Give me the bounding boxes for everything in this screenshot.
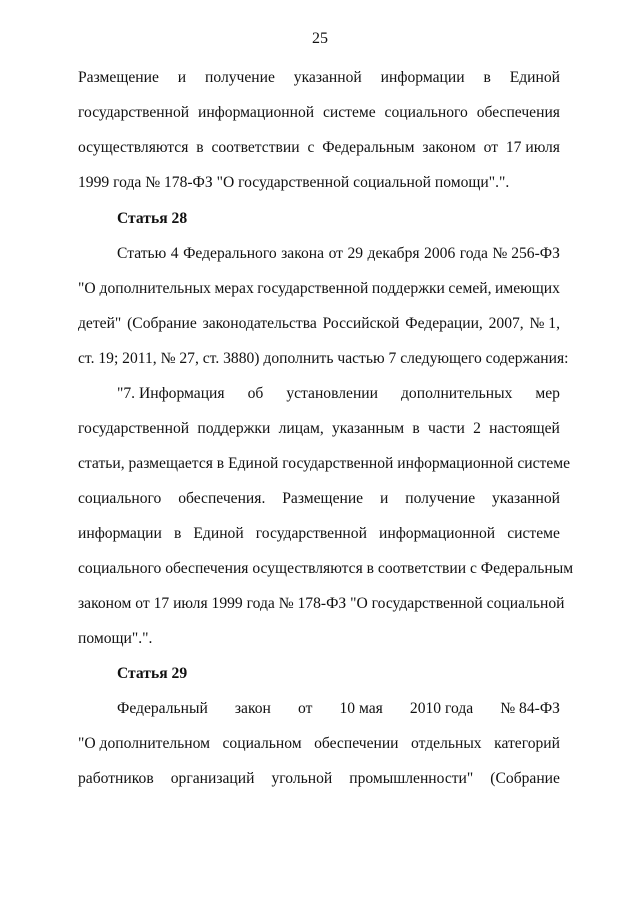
word: информационной [379, 525, 496, 542]
word: и [379, 490, 389, 507]
word: в [196, 139, 204, 156]
paragraph-line [117, 244, 560, 264]
word: Единой [509, 69, 560, 86]
word: дополнительных [401, 385, 513, 402]
word: Федерации, [405, 315, 483, 332]
word: 2007, [488, 315, 524, 332]
paragraph-line: социального обеспечения осуществляются в соответствии с Федеральным [78, 560, 574, 577]
word: Федерального [183, 245, 277, 262]
word: № 84-ФЗ [500, 700, 560, 717]
article-heading: Статья 28 [117, 210, 188, 227]
word: лицам, [278, 420, 324, 437]
paragraph-line [78, 524, 560, 544]
word: получение [205, 69, 275, 86]
word: поддержки [197, 420, 271, 437]
word: обеспечения [476, 104, 560, 121]
word: 2 [473, 420, 481, 437]
word: 17 июля [505, 139, 560, 156]
article-heading: Статья 29 [117, 665, 188, 682]
paragraph-line [78, 489, 560, 509]
word: законодательства [202, 315, 317, 332]
word: (Собрание [490, 770, 560, 787]
word: 2006 [424, 245, 456, 262]
word: категорий [494, 735, 560, 752]
word: промышленности" [349, 770, 474, 787]
word: 10 мая [339, 700, 383, 717]
word: закон [234, 700, 271, 717]
word: работников [78, 770, 154, 787]
word: в [412, 420, 420, 437]
word: указанным [332, 420, 405, 437]
paragraph-line [78, 279, 560, 299]
word: (Собрание [127, 315, 197, 332]
word: социальном [222, 735, 302, 752]
word: настоящей [489, 420, 560, 437]
word: угольной [271, 770, 333, 787]
word: 4 [170, 245, 179, 262]
word: об [247, 385, 264, 402]
word: и [177, 69, 187, 86]
paragraph-line [117, 699, 560, 719]
word: государственной [78, 420, 190, 437]
word: № 1, [529, 315, 560, 332]
word: от [483, 139, 499, 156]
word: осуществляются [78, 139, 189, 156]
paragraph-line [78, 314, 560, 334]
paragraph-line: 1999 года № 178-ФЗ "О государственной социальной помощи".". [78, 174, 510, 191]
word: государственной [255, 525, 367, 542]
word: информационной [197, 104, 315, 121]
word: 2010 года [409, 700, 474, 717]
paragraph-line: ст. 19; 2011, № 27, ст. 3880) дополнить частью 7 следующего содержания: [78, 350, 569, 367]
word: "7. Информация [117, 385, 225, 402]
word: установлении [286, 385, 378, 402]
word: законом [422, 139, 476, 156]
word: указанной [491, 490, 560, 507]
word: от [328, 245, 343, 262]
word: имеющих [495, 280, 560, 297]
word: социального [78, 490, 162, 507]
word: в [483, 69, 491, 86]
word: Единой [193, 525, 244, 542]
paragraph-line [117, 384, 560, 404]
word: отдельных [411, 735, 482, 752]
word: информации [78, 525, 162, 542]
word: "О дополнительных [78, 280, 211, 297]
paragraph-line [78, 769, 560, 789]
word: соответствии [211, 139, 300, 156]
word: обеспечении [314, 735, 399, 752]
word: года [459, 245, 488, 262]
word: указанной [293, 69, 362, 86]
word: мер [535, 385, 560, 402]
word: 29 [347, 245, 364, 262]
paragraph-line [78, 734, 560, 754]
word: мерах [214, 280, 254, 297]
word: организаций [170, 770, 255, 787]
word: "О дополнительном [78, 735, 211, 752]
word: № 256-ФЗ [492, 245, 560, 262]
word: государственной [257, 280, 369, 297]
paragraph-line [78, 419, 560, 439]
word: информации [380, 69, 465, 86]
word: Статью [117, 245, 167, 262]
word: детей" [78, 315, 122, 332]
page-number: 25 [312, 30, 328, 47]
word: семей, [448, 280, 492, 297]
paragraph-line: помощи".". [78, 630, 153, 647]
paragraph-line [78, 103, 560, 123]
word: государственной [78, 104, 190, 121]
word: Федеральный [117, 700, 208, 717]
word: Федеральным [322, 139, 415, 156]
word: в [173, 525, 182, 542]
word: системе [507, 525, 560, 542]
word: декабря [367, 245, 420, 262]
paragraph-line [78, 68, 560, 88]
word: Размещение [78, 69, 159, 86]
word: закона [281, 245, 325, 262]
word: социального [384, 104, 468, 121]
word: обеспечения. [178, 490, 266, 507]
word: Российской [322, 315, 400, 332]
word: от [297, 700, 313, 717]
word: системе [322, 104, 376, 121]
word: получение [405, 490, 476, 507]
paragraph-line [78, 138, 560, 158]
paragraph-line: законом от 17 июля 1999 года № 178-ФЗ "О государственной социальной [78, 595, 565, 612]
word: с [307, 139, 315, 156]
word: части [428, 420, 465, 437]
word: поддержки [371, 280, 445, 297]
paragraph-line: статьи, размещается в Единой государственной информационной системе [78, 455, 571, 472]
word: Размещение [282, 490, 364, 507]
